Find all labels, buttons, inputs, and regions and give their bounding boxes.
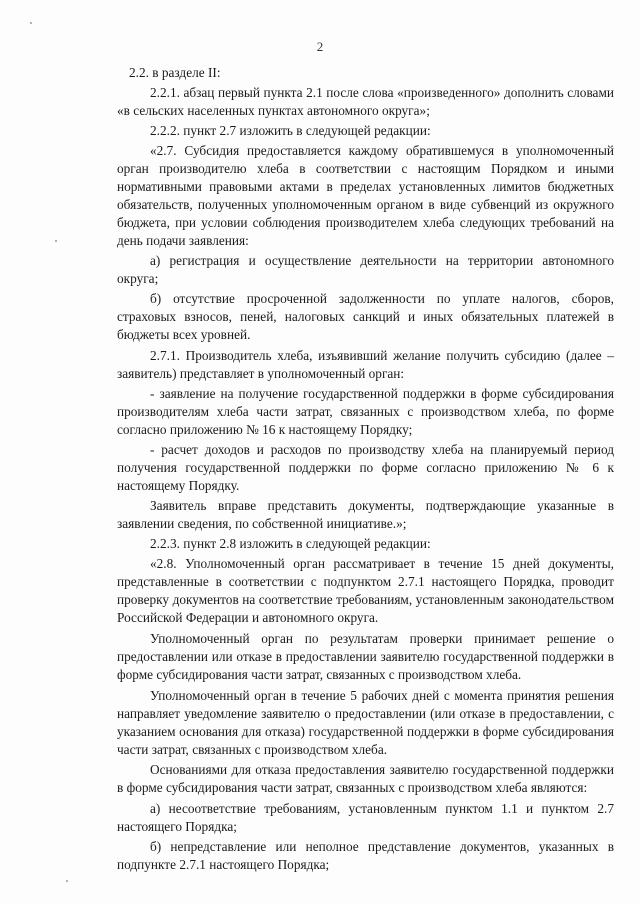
paragraph-section-2-2: 2.2. в разделе II: bbox=[129, 65, 221, 80]
paragraph-refusal-a: а) несоответствие требованиям, установленным пунктом 1.1 и пунктом 2.7 настоящего Порядка; bbox=[117, 801, 614, 834]
scan-speck bbox=[30, 22, 32, 24]
scan-speck bbox=[66, 880, 68, 882]
paragraph-2-7: «2.7. Субсидия предоставляется каждому обратившемуся в уполномоченный орган производителю хлеба в соответствии с настоящим Порядком и иными нормативными правовыми актами в пределах установленных лимитов бюджетных обязательств, полученных уполномоченным органом в виде субвенций из окружного бюджета, при условии соблюдения производителем хлеба следующих требований на день подачи заявления: bbox=[117, 143, 614, 248]
paragraph-2-2-2: 2.2.2. пункт 2.7 изложить в следующей редакции: bbox=[150, 123, 431, 138]
paragraph-2-7-1: 2.7.1. Производитель хлеба, изъявивший желание получить субсидию (далее – заявитель) представляет в уполномоченный орган: bbox=[117, 348, 614, 381]
paragraph-2-8-refusal-grounds: Основаниями для отказа предоставления заявителю государственной поддержки в форме субсидирования части затрат, связанных с производством хлеба являются: bbox=[117, 762, 614, 795]
scan-speck bbox=[55, 240, 57, 242]
paragraph-refusal-b: б) непредставление или неполное представление документов, указанных в подпункте 2.7.1 настоящего Порядка; bbox=[117, 839, 614, 872]
paragraph-2-8-decision: Уполномоченный орган по результатам проверки принимает решение о предоставлении или отказе в предоставлении заявителю государственной поддержки в форме субсидирования части затрат, связанных с производством хлеба. bbox=[117, 631, 614, 682]
paragraph-2-2-3: 2.2.3. пункт 2.8 изложить в следующей редакции: bbox=[150, 536, 431, 551]
paragraph-2-7-a: а) регистрация и осуществление деятельности на территории автономного округа; bbox=[117, 253, 614, 286]
paragraph-applicant-right: Заявитель вправе представить документы, подтверждающие указанные в заявлении сведения, по собственной инициативе.»; bbox=[117, 498, 614, 531]
paragraph-2-8: «2.8. Уполномоченный орган рассматривает в течение 15 дней документы, представленные в соответствии с подпунктом 2.7.1 настоящего Порядка, проводит проверку документов на соответствие требованиям, установленным законодательством Российской Федерации и автономного округа. bbox=[117, 556, 614, 625]
paragraph-2-8-notification: Уполномоченный орган в течение 5 рабочих дней с момента принятия решения направляет уведомление заявителю о предоставлении (или отказе в предоставлении, с указанием основания для отказа) государственной поддержки в форме субсидирования части затрат, связанных с производством хлеба. bbox=[117, 688, 614, 757]
paragraph-2-2-1: 2.2.1. абзац первый пункта 2.1 после слова «произведенного» дополнить словами «в сельских населенных пунктах автономного округа»; bbox=[117, 85, 614, 118]
paragraph-2-7-1-calculation: - расчет доходов и расходов по производству хлеба на планируемый период получения государственной поддержки по форме согласно приложению № 6 к настоящему Порядку. bbox=[117, 442, 614, 493]
paragraph-2-7-b: б) отсутствие просроченной задолженности по уплате налогов, сборов, страховых взносов, пеней, налоговых санкций и иных обязательных платежей в бюджеты всех уровней. bbox=[117, 291, 614, 342]
page-number: 2 bbox=[316, 39, 324, 54]
document-body bbox=[117, 64, 614, 876]
paragraph-2-7-1-application: - заявление на получение государственной поддержки в форме субсидирования производителям хлеба части затрат, связанных с производством хлеба, по форме согласно приложению № 16 к настоящему Порядку; bbox=[117, 386, 614, 437]
